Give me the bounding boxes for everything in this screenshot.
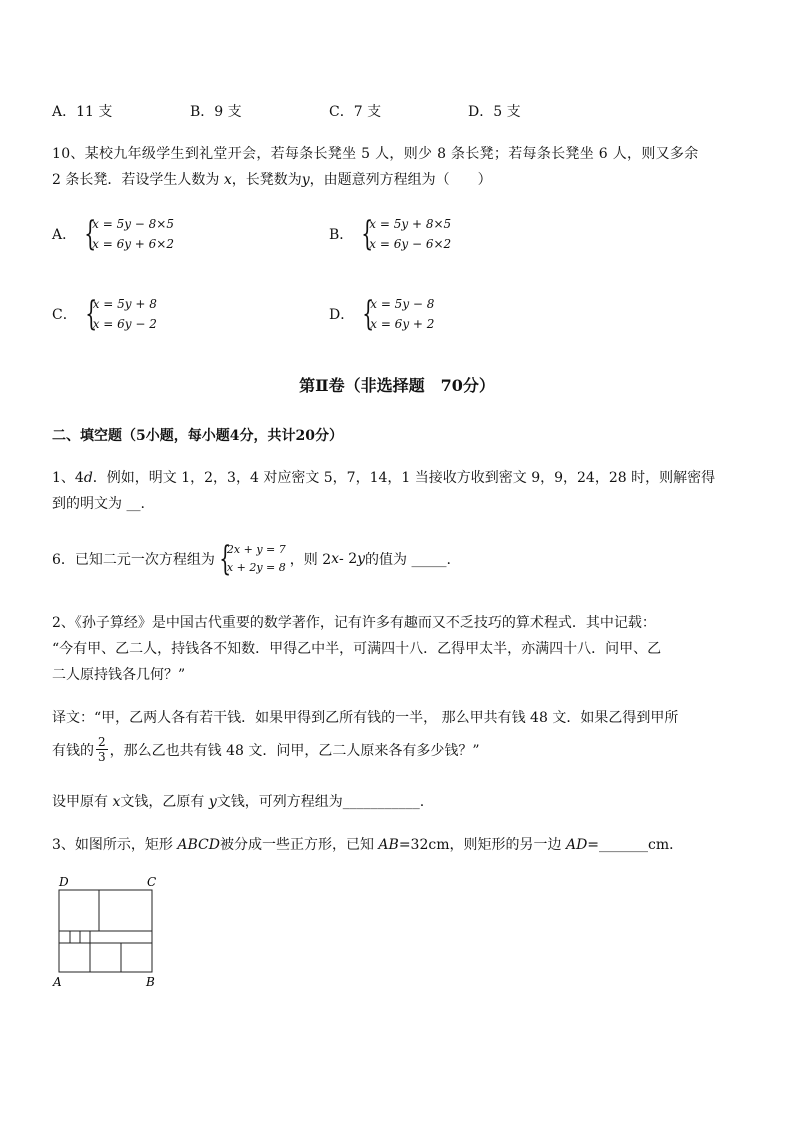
q1-line1: 1、4d．例如，明文 1，2，3，4 对应密文 5，7，14，1 当接收方收到密文 9，9，24，28 时，则解密得 — [52, 470, 716, 486]
q9-option-a: A．11 支 — [52, 104, 113, 120]
var-y: y — [301, 172, 310, 188]
q10-option-b: B． { x = 5y + 8×5 x = 6y − 6×2 — [329, 214, 452, 254]
q2-translation-line1: 译文：“甲，乙两人各有若干钱．如果甲得到乙所有钱的一半， 那么甲共有钱 48 文．如果乙得到甲所 — [52, 710, 679, 726]
label-d: D — [59, 875, 69, 889]
q9-option-c: C．7 支 — [329, 104, 382, 120]
label-a: A — [53, 975, 62, 989]
q1-line2: 到的明文为 __. — [52, 496, 145, 512]
section2-heading: 二、填空题（5小题，每小题4分，共计20分） — [52, 428, 343, 444]
q6-line: 6．已知二元一次方程组为 { 2x + y = 7 x + 2y = 8 ，则 2 x - 2 y 的值为 _____. — [52, 539, 451, 579]
q2-line2: “今有甲、乙二人，持钱各不知数．甲得乙中半，可满四十八．乙得甲太半，亦满四十八．问甲、乙 — [52, 641, 662, 657]
q10-option-a: A． { x = 5y − 8×5 x = 6y + 6×2 — [52, 214, 174, 254]
q2-setup: 设甲原有 x文钱，乙原有 y文钱，可列方程组为___________. — [52, 794, 425, 810]
q3-line: 3、如图所示，矩形 ABCD被分成一些正方形，已知 AB=32cm，则矩形的另一边 AD=_______cm． — [52, 837, 684, 853]
brace-icon: { — [361, 214, 374, 254]
q10-line1: 10、某校九年级学生到礼堂开会，若每条长凳坐 5 人，则少 8 条长凳；若每条长凳坐 6 人，则又多余 — [52, 146, 699, 162]
brace-icon: { — [219, 539, 232, 579]
q10-option-c: C． { x = 5y + 8 x = 6y − 2 — [52, 294, 157, 334]
q10-line2: 2 条长凳．若设学生人数为 x，长凳数为y，由题意列方程组为（ ） — [52, 172, 492, 188]
rectangle-figure — [50, 874, 170, 994]
part2-title: 第Ⅱ卷（非选择题 70分） — [299, 376, 495, 395]
var-x: x — [223, 172, 232, 188]
brace-icon: { — [84, 214, 97, 254]
q10-option-d: D． { x = 5y − 8 x = 6y + 2 — [329, 294, 435, 334]
label-c: C — [147, 875, 157, 889]
brace-icon: { — [84, 294, 97, 334]
q2-translation-line2: 有钱的 $\frac{2}{3}$ ，那么乙也共有钱 48 文．问甲，乙二人原来各有多少钱？” — [52, 735, 480, 764]
q9-option-d: D．5 支 — [468, 104, 521, 120]
brace-icon: { — [362, 294, 375, 334]
label-b: B — [146, 975, 155, 989]
q2-line3: 二人原持钱各几何？” — [52, 667, 186, 683]
fraction: $\frac{2}{3}$ — [98, 735, 106, 764]
q2-line1: 2、《孙子算经》是中国古代重要的数学著作，记有许多有趣而又不乏技巧的算术程式．其中记载： — [52, 615, 656, 631]
q9-option-b: B．9 支 — [190, 104, 242, 120]
